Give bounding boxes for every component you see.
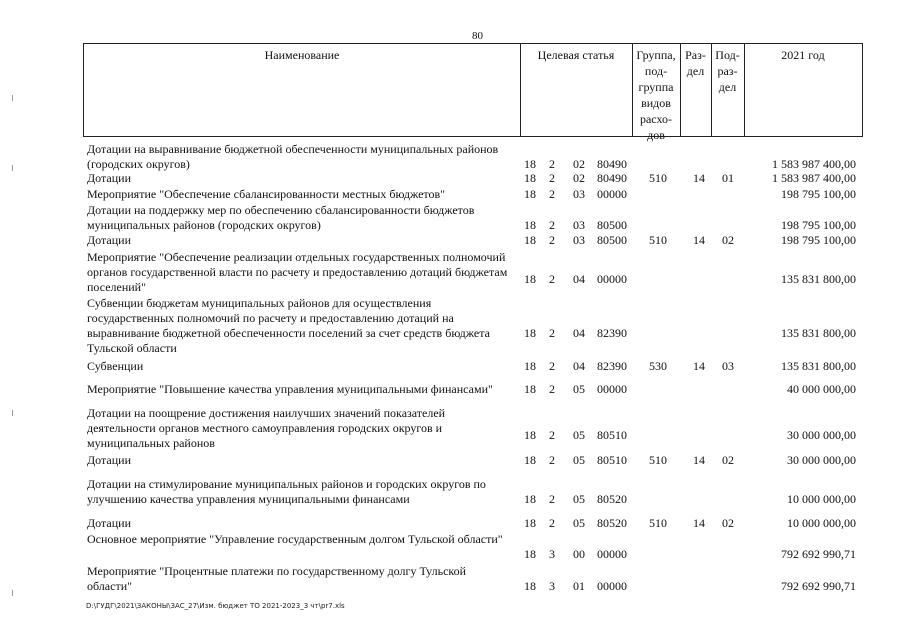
code-activity: 03 [573, 187, 585, 201]
code-subprogram: 2 [549, 453, 555, 467]
code-direction: 80500 [597, 217, 627, 232]
amount: 40 000 000,00 [787, 382, 856, 396]
table-row [87, 296, 862, 356]
margin-mark [12, 410, 13, 416]
section-code: 14 [693, 233, 705, 247]
code-activity: 04 [573, 325, 585, 340]
code-direction: 82390 [597, 359, 627, 373]
code-subprogram: 2 [549, 428, 555, 442]
header-section: Раз- дел [685, 48, 706, 78]
table-row [87, 171, 862, 186]
code-activity: 05 [573, 382, 585, 396]
code-direction: 80520 [597, 516, 627, 530]
code-subprogram: 2 [549, 187, 555, 201]
table-row [87, 142, 862, 172]
code-subprogram: 2 [549, 491, 555, 506]
amount: 792 692 990,71 [781, 578, 856, 593]
code-program: 18 [524, 233, 536, 247]
code-program: 18 [524, 156, 536, 171]
header-year: 2021 год [781, 48, 825, 62]
expense-group: 510 [649, 171, 667, 185]
row-name: Мероприятие "Повышение качества управления муниципальными финансами" [87, 382, 493, 396]
code-subprogram: 2 [549, 325, 555, 340]
code-activity: 03 [573, 217, 585, 232]
file-path-footer: D:\ГУДГ\2021\ЗАКОНЫ\ЗАС_27\Изм. бюджет ТО 2021-2023_3 чт\pr7.xls [86, 602, 345, 610]
row-name: Основное мероприятие "Управление государственным долгом Тульской области" [87, 532, 503, 546]
header-group: Группа, под- группа видов расхо- дов [636, 48, 676, 142]
section-code: 14 [693, 516, 705, 530]
header-name: Наименование [264, 48, 340, 62]
code-program: 18 [524, 546, 536, 561]
code-program: 18 [524, 382, 536, 396]
subsection-code: 03 [722, 359, 734, 373]
code-activity: 03 [573, 233, 585, 247]
code-activity: 05 [573, 491, 585, 506]
table-row [87, 564, 862, 594]
table-row [87, 406, 862, 451]
subsection-code: 02 [722, 516, 734, 530]
amount: 10 000 000,00 [787, 516, 856, 530]
code-program: 18 [524, 325, 536, 340]
code-program: 18 [524, 171, 536, 185]
amount: 1 583 987 400,00 [772, 171, 856, 185]
code-subprogram: 2 [549, 359, 555, 373]
table-row [87, 359, 862, 374]
amount: 135 831 800,00 [781, 325, 856, 340]
code-activity: 02 [573, 156, 585, 171]
amount: 1 583 987 400,00 [772, 156, 856, 171]
code-program: 18 [524, 272, 536, 286]
code-direction: 00000 [597, 578, 627, 593]
expense-group: 510 [649, 233, 667, 247]
row-name: Дотации [87, 233, 132, 247]
code-direction: 82390 [597, 325, 627, 340]
section-code: 14 [693, 453, 705, 467]
code-program: 18 [524, 453, 536, 467]
code-direction: 00000 [597, 546, 627, 561]
row-name: Дотации [87, 453, 132, 467]
amount: 10 000 000,00 [787, 491, 856, 506]
code-subprogram: 3 [549, 578, 555, 593]
table-row [87, 203, 862, 233]
code-program: 18 [524, 491, 536, 506]
code-program: 18 [524, 516, 536, 530]
amount: 792 692 990,71 [781, 546, 856, 561]
table-row [87, 532, 862, 562]
expense-group: 530 [649, 359, 667, 373]
code-subprogram: 2 [549, 516, 555, 530]
code-direction: 80500 [597, 233, 627, 247]
page-number: 80 [472, 30, 483, 42]
code-subprogram: 2 [549, 171, 555, 185]
table-row [87, 233, 862, 248]
amount: 198 795 100,00 [781, 187, 856, 201]
code-activity: 01 [573, 578, 585, 593]
code-subprogram: 2 [549, 272, 555, 286]
table-row [87, 453, 862, 468]
amount: 198 795 100,00 [781, 233, 856, 247]
code-activity: 05 [573, 428, 585, 442]
code-activity: 04 [573, 359, 585, 373]
header-target: Целевая статья [537, 48, 615, 62]
code-activity: 05 [573, 453, 585, 467]
code-direction: 00000 [597, 272, 627, 286]
code-direction: 80490 [597, 156, 627, 171]
row-name: Дотации на стимулирование муниципальных районов и городских округов по улучшению качества управления муниципальными финансами [87, 477, 486, 506]
amount: 30 000 000,00 [787, 453, 856, 467]
subsection-code: 01 [722, 171, 734, 185]
code-direction: 80510 [597, 428, 627, 442]
margin-mark [12, 165, 13, 171]
code-direction: 00000 [597, 187, 627, 201]
row-name: Дотации на поддержку мер по обеспечению сбалансированности бюджетов муниципальных районов (городских округов) [87, 203, 475, 232]
code-subprogram: 2 [549, 382, 555, 396]
code-subprogram: 2 [549, 156, 555, 171]
code-program: 18 [524, 187, 536, 201]
amount: 30 000 000,00 [787, 428, 856, 442]
code-activity: 05 [573, 516, 585, 530]
header-subsection: Под- раз- дел [715, 48, 740, 94]
row-name: Мероприятие "Процентные платежи по государственному долгу Тульской области" [87, 564, 467, 593]
code-activity: 02 [573, 171, 585, 185]
code-direction: 80490 [597, 171, 627, 185]
code-subprogram: 2 [549, 217, 555, 232]
table-header [83, 43, 863, 142]
table-row [87, 250, 862, 295]
section-code: 14 [693, 359, 705, 373]
margin-mark [12, 95, 13, 101]
code-program: 18 [524, 359, 536, 373]
amount: 135 831 800,00 [781, 359, 856, 373]
code-program: 18 [524, 578, 536, 593]
subsection-code: 02 [722, 453, 734, 467]
code-direction: 80510 [597, 453, 627, 467]
expense-group: 510 [649, 453, 667, 467]
row-name: Дотации [87, 171, 132, 185]
subsection-code: 02 [722, 233, 734, 247]
row-name: Мероприятие "Обеспечение реализации отдельных государственных полномочий органов государственной власти по расчету и предоставлению дотаций бюджетам поселений" [87, 250, 508, 294]
section-code: 14 [693, 171, 705, 185]
code-direction: 80520 [597, 491, 627, 506]
row-name: Мероприятие "Обеспечение сбалансированности местных бюджетов" [87, 187, 446, 201]
table-row [87, 516, 862, 531]
code-direction: 00000 [597, 382, 627, 396]
code-subprogram: 2 [549, 233, 555, 247]
table-row [87, 477, 862, 507]
amount: 135 831 800,00 [781, 272, 856, 286]
amount: 198 795 100,00 [781, 217, 856, 232]
row-name: Дотации на выравнивание бюджетной обеспеченности муниципальных районов (городских округов) [87, 142, 499, 171]
row-name: Субвенции бюджетам муниципальных районов для осуществления государственных полномочий по расчету и предоставлению дотаций на выравнивание бюджетной обеспеченности поселений за счет средств бюджета Тульской области [87, 296, 490, 355]
row-name: Дотации на поощрение достижения наилучших значений показателей деятельности органов местного самоуправления городских округов и муниципальных районов [87, 406, 446, 450]
code-program: 18 [524, 217, 536, 232]
table-row [87, 187, 862, 202]
row-name: Субвенции [87, 359, 144, 373]
table-row [87, 382, 862, 397]
row-name: Дотации [87, 516, 132, 530]
expense-group: 510 [649, 516, 667, 530]
code-program: 18 [524, 428, 536, 442]
code-subprogram: 3 [549, 546, 555, 561]
margin-mark [12, 590, 13, 596]
code-activity: 04 [573, 272, 585, 286]
code-activity: 00 [573, 546, 585, 561]
